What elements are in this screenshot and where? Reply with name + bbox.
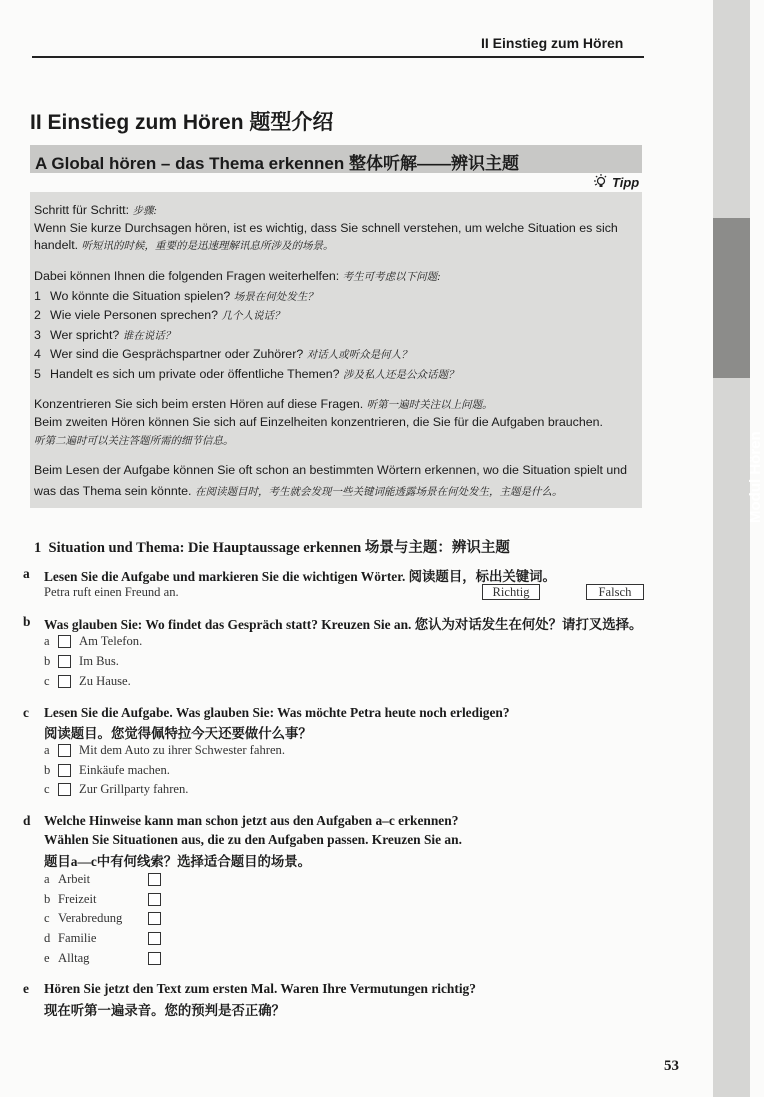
option-checkbox[interactable] bbox=[148, 873, 161, 886]
tipp-question-de: Handelt es sich um private oder öffentliche Themen? bbox=[50, 367, 340, 381]
option-checkbox[interactable] bbox=[58, 635, 71, 648]
task-c-option bbox=[44, 743, 285, 758]
option-checkbox[interactable] bbox=[148, 912, 161, 925]
task-b-option bbox=[44, 634, 142, 649]
task-d-instruction-line2: Wählen Sie Situationen aus, die zu den Aufgaben passen. Kreuzen Sie an. bbox=[44, 832, 462, 847]
page-number: 53 bbox=[664, 1058, 679, 1074]
tipp-p4-line1: Beim Lesen der Aufgabe können Sie oft schon an bestimmten Wörtern erkennen, wo die Situation spielt und bbox=[34, 463, 628, 477]
module-tab-label: Modul Hören bbox=[747, 431, 764, 523]
module-tab bbox=[713, 218, 750, 378]
chapter-title: II Einstieg zum Hören 题型介绍 bbox=[30, 111, 334, 134]
tipp-intro bbox=[34, 203, 157, 219]
richtig-checkbox[interactable]: Richtig bbox=[482, 584, 540, 600]
option-checkbox[interactable] bbox=[148, 893, 161, 906]
task-a-letter: a bbox=[23, 566, 30, 581]
tipp-p4-line2-cn: 在阅读题目时，考生就会发现一些关键词能透露场景在何处发生，主题是什么。 bbox=[194, 487, 563, 498]
task-e-instruction-line2: 现在听第一遍录音。您的预判是否正确？ bbox=[44, 1003, 286, 1018]
option-letter: a bbox=[44, 872, 50, 886]
tipp-question-num: 4 bbox=[34, 347, 41, 361]
option-letter: d bbox=[44, 931, 51, 945]
task-d-option bbox=[44, 872, 90, 887]
tipp-p1-line2-cn: 听短讯的时候，重要的是迅速理解讯息所涉及的场景。 bbox=[81, 241, 334, 252]
option-letter: c bbox=[44, 782, 50, 796]
option-checkbox[interactable] bbox=[58, 655, 71, 668]
tipp-question-num: 1 bbox=[34, 289, 41, 303]
option-letter: a bbox=[44, 743, 50, 757]
option-letter: b bbox=[44, 892, 51, 906]
tipp-p1-line2 bbox=[34, 238, 334, 254]
option-text: Zu Hause. bbox=[79, 674, 131, 688]
task-c-option bbox=[44, 763, 170, 778]
tipp-p3-line3 bbox=[34, 433, 234, 449]
option-text: Familie bbox=[58, 931, 97, 945]
tipp-question bbox=[34, 367, 458, 383]
task-d-option bbox=[44, 892, 96, 907]
page-side-strip bbox=[713, 0, 750, 1097]
running-header: II Einstieg zum Hören bbox=[481, 35, 624, 51]
option-text: Einkäufe machen. bbox=[79, 763, 170, 777]
option-checkbox[interactable] bbox=[58, 764, 71, 777]
option-checkbox[interactable] bbox=[148, 952, 161, 965]
option-text: Am Telefon. bbox=[79, 634, 143, 648]
tipp-question-de: Wer sind die Gesprächspartner oder Zuhörer? bbox=[50, 347, 304, 361]
option-text: Mit dem Auto zu ihrer Schwester fahren. bbox=[79, 743, 285, 757]
lightbulb-icon bbox=[591, 173, 609, 191]
tipp-p3-line1-de: Konzentrieren Sie sich beim ersten Hören auf diese Fragen. bbox=[34, 397, 364, 411]
option-letter: e bbox=[44, 951, 50, 965]
tipp-question-de: Wie viele Personen sprechen? bbox=[50, 308, 219, 322]
tipp-question-cn: 场景在何处发生？ bbox=[233, 292, 318, 303]
task-d-letter: d bbox=[23, 813, 31, 828]
task-c-option bbox=[44, 782, 188, 797]
task-d-instruction-line1: Welche Hinweise kann man schon jetzt aus den Aufgaben a–c erkennen? bbox=[44, 813, 459, 828]
task-a-statement: Petra ruft einen Freund an. bbox=[44, 585, 179, 599]
section-title: A Global hören – das Thema erkennen 整体听解——辨识主题 bbox=[35, 154, 519, 173]
task-d-option bbox=[44, 931, 96, 946]
option-text: Zur Grillparty fahren. bbox=[79, 782, 189, 796]
task-d-option bbox=[44, 951, 89, 966]
falsch-checkbox[interactable]: Falsch bbox=[586, 584, 644, 600]
option-text: Arbeit bbox=[58, 872, 91, 886]
tipp-question bbox=[34, 308, 285, 324]
option-letter: c bbox=[44, 911, 50, 925]
option-text: Alltag bbox=[58, 951, 90, 965]
tipp-p3-line1 bbox=[34, 397, 493, 413]
tipp-marker bbox=[591, 173, 639, 191]
exercise-number: 1 bbox=[34, 540, 42, 556]
task-d-option bbox=[44, 911, 122, 926]
task-d-instruction-line3: 题目a—c中有何线索？选择适合题目的场景。 bbox=[44, 854, 312, 869]
tipp-p2 bbox=[34, 269, 441, 285]
tipp-intro-cn: 步骤: bbox=[132, 206, 157, 217]
option-letter: b bbox=[44, 763, 51, 777]
task-b-option bbox=[44, 674, 131, 689]
tipp-question-num: 5 bbox=[34, 367, 41, 381]
tipp-question bbox=[34, 347, 412, 363]
tipp-p4-line2-de: was das Thema sein könnte. bbox=[34, 484, 192, 498]
option-checkbox[interactable] bbox=[58, 744, 71, 757]
tipp-question-cn: 对话人或听众是何人？ bbox=[306, 350, 412, 361]
tipp-p2-de: Dabei können Ihnen die folgenden Fragen weiterhelfen: bbox=[34, 269, 340, 283]
tipp-question bbox=[34, 328, 175, 344]
task-b-instruction: Was glauben Sie: Wo findet das Gespräch statt? Kreuzen Sie an. 您认为对话发生在何处？请打叉选择。 bbox=[44, 617, 643, 632]
tipp-p2-cn: 考生可考虑以下问题: bbox=[342, 272, 441, 283]
tipp-question-num: 3 bbox=[34, 328, 41, 342]
option-checkbox[interactable] bbox=[148, 932, 161, 945]
exercise-heading bbox=[34, 536, 510, 557]
task-e-instruction-line1: Hören Sie jetzt den Text zum ersten Mal. Waren Ihre Vermutungen richtig? bbox=[44, 981, 476, 996]
option-letter: a bbox=[44, 634, 50, 648]
exercise-title: Situation und Thema: Die Hauptaussage erkennen 场景与主题：辨识主题 bbox=[48, 540, 510, 556]
tipp-p3-line1-cn: 听第一遍时关注以上问题。 bbox=[366, 400, 493, 411]
option-text: Im Bus. bbox=[79, 654, 119, 668]
tipp-question-de: Wo könnte die Situation spielen? bbox=[50, 289, 231, 303]
tipp-label: Tipp bbox=[612, 174, 640, 190]
task-b-option bbox=[44, 654, 119, 669]
tipp-question-cn: 谁在说话？ bbox=[122, 331, 176, 342]
tipp-p3-line3-cn: 听第二遍时可以关注答题所需的细节信息。 bbox=[34, 436, 234, 447]
option-checkbox[interactable] bbox=[58, 783, 71, 796]
task-c-instruction-line1: Lesen Sie die Aufgabe. Was glauben Sie: Was möchte Petra heute noch erledigen? bbox=[44, 705, 510, 720]
option-checkbox[interactable] bbox=[58, 675, 71, 688]
option-text: Freizeit bbox=[58, 892, 97, 906]
header-rule bbox=[32, 56, 644, 58]
tipp-p4-line2 bbox=[34, 484, 562, 500]
tipp-question-cn: 几个人说话？ bbox=[221, 311, 285, 322]
tipp-p3-line2: Beim zweiten Hören können Sie sich auf Einzelheiten konzentrieren, die Sie für die Aufgaben brauchen. bbox=[34, 415, 603, 429]
tipp-p1-line1: Wenn Sie kurze Durchsagen hören, ist es wichtig, dass Sie schnell verstehen, um welche Situation es sich bbox=[34, 221, 618, 235]
option-text: Verabredung bbox=[58, 911, 123, 925]
task-c-letter: c bbox=[23, 705, 29, 720]
tipp-p1-line2-de: handelt. bbox=[34, 238, 79, 252]
option-letter: c bbox=[44, 674, 50, 688]
tipp-question-num: 2 bbox=[34, 308, 41, 322]
tipp-question-cn: 涉及私人还是公众话题？ bbox=[342, 370, 459, 381]
tipp-question-de: Wer spricht? bbox=[50, 328, 120, 342]
tipp-question bbox=[34, 289, 318, 305]
task-c-instruction-line2: 阅读题目。您觉得佩特拉今天还要做什么事？ bbox=[44, 726, 312, 741]
task-b-letter: b bbox=[23, 614, 31, 629]
task-e-letter: e bbox=[23, 981, 29, 996]
option-letter: b bbox=[44, 654, 51, 668]
task-a-instruction: Lesen Sie die Aufgabe und markieren Sie die wichtigen Wörter. 阅读题目，标出关键词。 bbox=[44, 569, 556, 584]
tipp-intro-de: Schritt für Schritt: bbox=[34, 203, 130, 217]
